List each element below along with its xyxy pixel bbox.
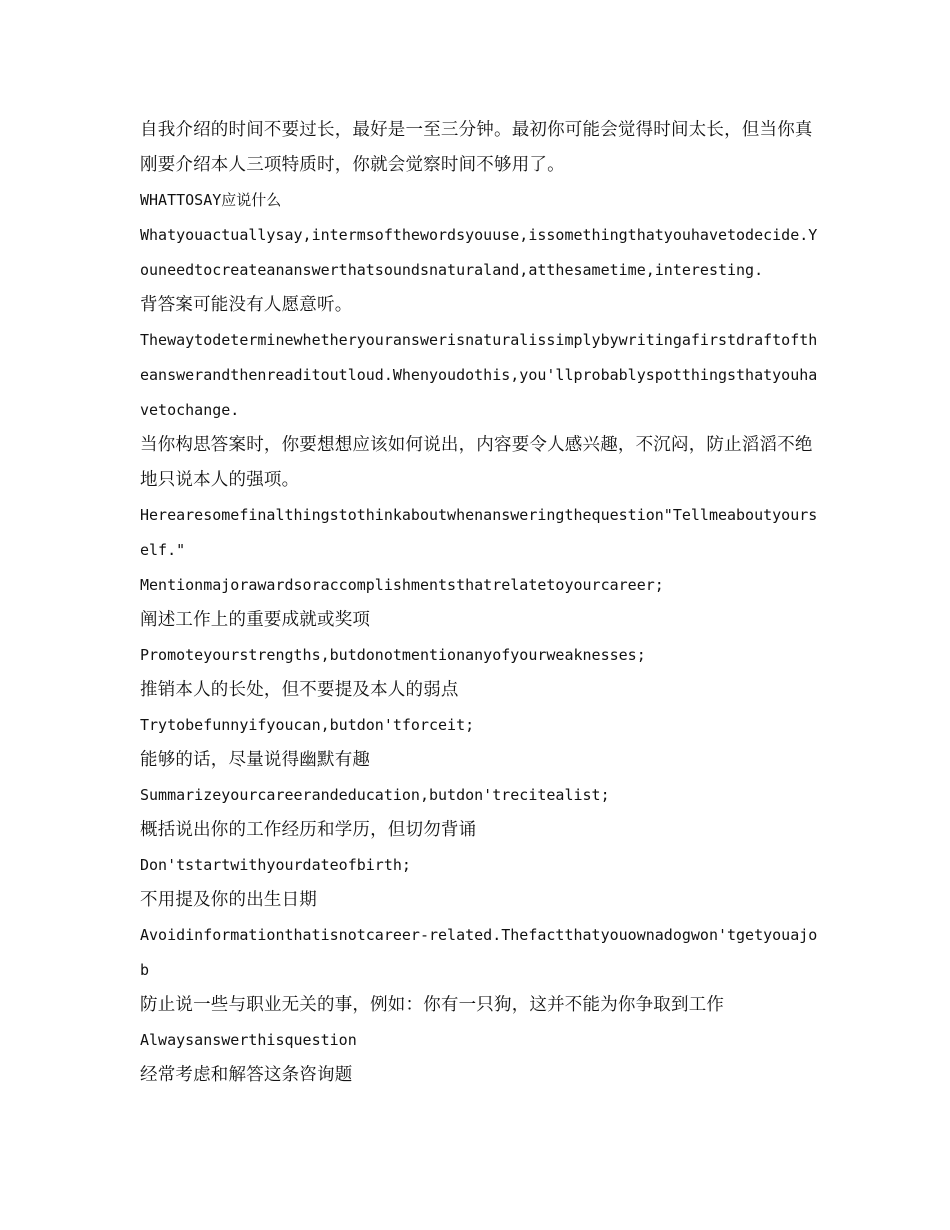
intro-duration-paragraph: 自我介绍的时间不要过长，最好是一至三分钟。最初你可能会觉得时间太长，但当你真刚要介绍本人三项特质时，你就会觉察时间不够用了。 <box>140 120 813 175</box>
tip-strengths-cn: 推销本人的长处，但不要提及本人的弱点 <box>140 680 459 700</box>
tip-always-answer-cn: 经常考虑和解答这条咨询题 <box>140 1065 353 1085</box>
tip-always-answer-en: Alwaysanswerthisquestion <box>140 1031 357 1049</box>
tip-career-related-en: Avoidinformationthatisnotcareer-related.Thefactthatyouownadogwon'tgetyouajob <box>140 926 818 979</box>
what-to-say-heading: WHATTOSAY应说什么 <box>140 191 282 209</box>
tip-awards-en: Mentionmajorawardsoraccomplishmentsthatrelatetoyourcareer; <box>140 576 664 594</box>
tip-birthdate-en: Don'tstartwithyourdateofbirth; <box>140 856 411 874</box>
final-things-paragraph: Herearesomefinalthingstothinkaboutwhenansweringthequestion"Tellmeaboutyourself." <box>140 506 818 559</box>
tip-funny-en: Trytobefunnyifyoucan,butdon'tforceit; <box>140 716 475 734</box>
tip-summarize-en: Summarizeyourcareerandeducation,butdon'trecitealist; <box>140 786 610 804</box>
natural-answer-paragraph: Thewaytodeterminewhetheryouranswerisnaturalissimplybywritingafirstdraftoftheanswerandthenreaditoutloud.Whenyoudothis,you'llprobablyspotthingsthatyouhavetochange. <box>140 331 818 419</box>
document-page <box>140 113 820 1093</box>
what-you-say-paragraph: Whatyouactuallysay,intermsofthewordsyouuse,issomethingthatyouhavetodecide.Youneedtocreateananswerthatsoundsnaturaland,atthesametime,interesting. <box>140 226 818 279</box>
tip-birthdate-cn: 不用提及你的出生日期 <box>140 890 317 910</box>
tip-strengths-en: Promoteyourstrengths,butdonotmentionanyofyourweaknesses; <box>140 646 646 664</box>
constructing-answer-paragraph: 当你构思答案时，你要想想应该如何说出，内容要令人感兴趣，不沉闷，防止滔滔不绝地只说本人的强项。 <box>140 435 813 490</box>
memorized-answer-note: 背答案可能没有人愿意听。 <box>140 295 353 315</box>
tip-awards-cn: 阐述工作上的重要成就或奖项 <box>140 610 371 630</box>
tip-career-related-cn: 防止说一些与职业无关的事，例如：你有一只狗，这并不能为你争取到工作 <box>140 995 725 1015</box>
tip-summarize-cn: 概括说出你的工作经历和学历，但切勿背诵 <box>140 820 477 840</box>
tip-funny-cn: 能够的话，尽量说得幽默有趣 <box>140 750 371 770</box>
